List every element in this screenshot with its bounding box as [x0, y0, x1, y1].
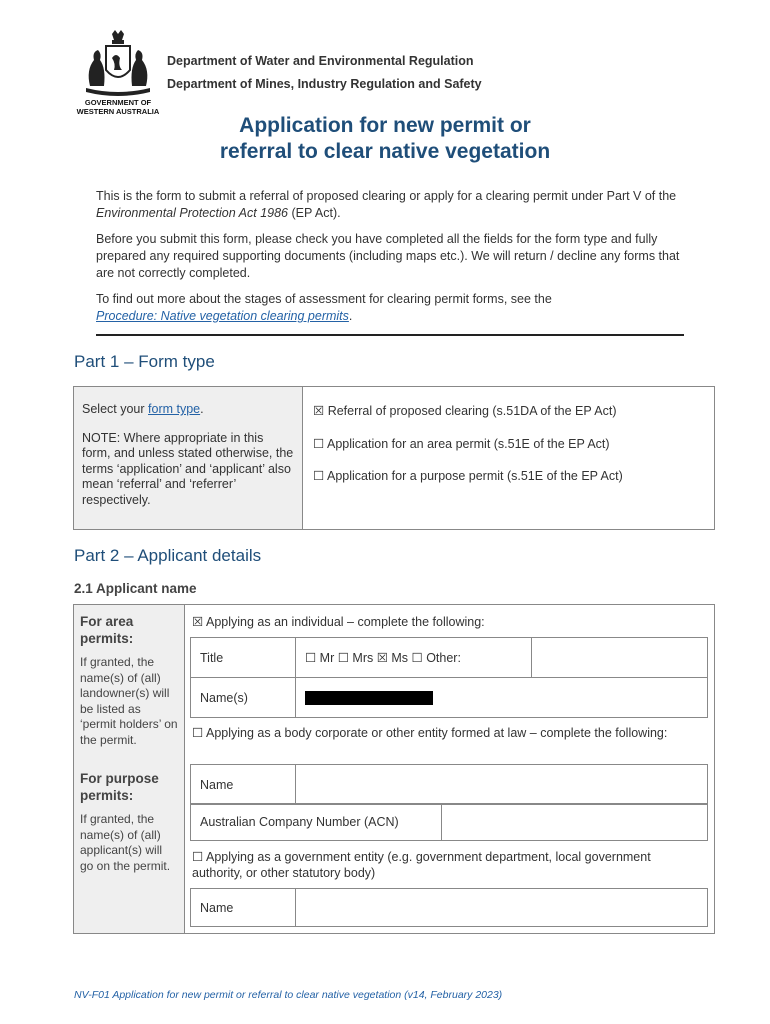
intro-paragraph-1 [96, 188, 696, 222]
title-label: Title [191, 638, 296, 678]
form-type-options [303, 387, 715, 530]
select-suffix: . [200, 402, 204, 416]
wa-government-crest [70, 30, 166, 118]
checkbox-purpose-permit[interactable]: ☐ [313, 469, 325, 483]
option-purpose-permit[interactable] [313, 469, 704, 485]
government-fields [190, 888, 708, 927]
individual-option[interactable]: ☒ Applying as an individual – complete the following: [192, 615, 485, 629]
gov-line-1: GOVERNMENT OF [84, 98, 152, 107]
body-corporate-option[interactable]: ☐ Applying as a body corporate or other entity formed at law – complete the following: [192, 726, 668, 740]
header [70, 30, 710, 120]
option-referral-label: Referral of proposed clearing (s.51DA of the EP Act) [327, 404, 617, 418]
individual-fields [190, 637, 708, 718]
act-name: Environmental Protection Act 1986 [96, 206, 289, 220]
crest-icon [82, 30, 154, 96]
divider [96, 334, 684, 336]
gov-line-2: WESTERN AUSTRALIA [76, 107, 160, 116]
note-text: NOTE: Where appropriate in this form, and unless stated otherwise, the terms ‘application’ and ‘applicant’ also mean ‘referral’ and ‘referrer’ respectively. [82, 430, 294, 507]
acn-fields [190, 803, 708, 841]
part1-heading: Part 1 – Form type [74, 352, 215, 371]
department-1: Department of Water and Environmental Regulation [167, 54, 474, 68]
page-title [0, 113, 770, 165]
procedure-link[interactable]: Procedure: Native vegetation clearing permits [96, 309, 349, 323]
acn-field[interactable] [442, 804, 708, 841]
intro-p3-tail: . [348, 309, 353, 323]
select-prefix: Select your [82, 402, 149, 416]
applicant-instructions [74, 605, 185, 934]
checkbox-area-permit[interactable]: ☐ [313, 436, 325, 451]
government-name-label: Name [191, 889, 296, 927]
names-label: Name(s) [191, 678, 296, 718]
intro-p1-text: This is the form to submit a referral of proposed clearing or apply for a clearing permit under Part V of the [96, 189, 677, 203]
option-area-permit[interactable] [313, 437, 704, 453]
form-type-link[interactable]: form type [148, 402, 201, 416]
option-referral[interactable] [313, 404, 704, 420]
acn-label: Australian Company Number (ACN) [191, 804, 442, 841]
intro-p1-tail: (EP Act). [288, 206, 341, 220]
form-type-instructions [74, 387, 303, 530]
title-line-1: Application for new permit or [239, 114, 531, 137]
other-title-field[interactable] [532, 638, 708, 678]
option-purpose-permit-label: Application for a purpose permit (s.51E of the EP Act) [327, 469, 623, 483]
footer: NV-F01 Application for new permit or referral to clear native vegetation (v14, February 2023) [74, 989, 503, 1001]
title-line-2: referral to clear native vegetation [219, 140, 551, 163]
body-name-field[interactable] [296, 765, 708, 805]
government-name-field[interactable] [296, 889, 708, 927]
applicant-name-subheading: 2.1 Applicant name [74, 581, 197, 596]
applicant-table [73, 604, 715, 934]
form-type-table [73, 386, 715, 530]
intro-paragraph-3 [96, 291, 696, 325]
redacted-name [305, 691, 433, 705]
purpose-permits-text: If granted, the name(s) of (all) applicant(s) will go on the permit. [80, 812, 171, 873]
body-corporate-fields [190, 764, 708, 805]
department-2: Department of Mines, Industry Regulation and Safety [167, 77, 482, 91]
government-option[interactable]: ☐ Applying as a government entity (e.g. government department, local government authority, or other statutory body) [192, 850, 651, 880]
area-permits-title: For area permits: [80, 614, 134, 646]
area-permits-text: If granted, the name(s) of (all) landowner(s) will be listed as ‘permit holders’ on the permit. [80, 655, 178, 747]
intro-paragraph-2: Before you submit this form, please check you have completed all the fields for the form type and fully prepared any required supporting documents (including maps etc.). We will return / decline any forms that are not correctly completed. [96, 232, 680, 280]
title-options[interactable]: ☐ Mr ☐ Mrs ☒ Ms ☐ Other: [296, 638, 532, 678]
intro-p3-text: To find out more about the stages of assessment for clearing permit forms, see the [96, 292, 552, 306]
part2-heading: Part 2 – Applicant details [74, 546, 262, 565]
applicant-fields [185, 605, 715, 934]
select-form-type [82, 402, 294, 418]
purpose-permits-title: For purpose permits: [80, 771, 159, 803]
body-name-label: Name [191, 765, 296, 805]
names-field[interactable] [296, 678, 708, 718]
checkbox-referral[interactable]: ☒ [313, 404, 325, 418]
option-area-permit-label: Application for an area permit (s.51E of the EP Act) [327, 436, 610, 451]
